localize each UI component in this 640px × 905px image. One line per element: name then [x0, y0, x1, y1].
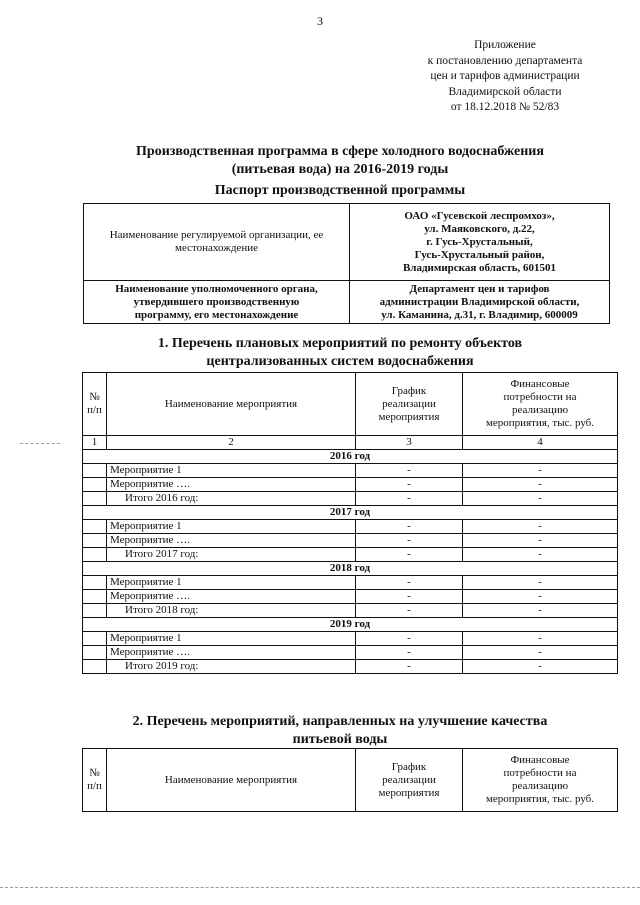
org-value	[350, 204, 610, 281]
table-row	[83, 534, 618, 548]
scan-artifact-line	[20, 443, 60, 444]
row-schedule: -	[356, 576, 463, 590]
header-name: Наименование мероприятия	[107, 373, 356, 436]
header-finance-line: Финансовые	[510, 754, 570, 766]
row-schedule: -	[356, 590, 463, 604]
section2-table	[82, 748, 618, 812]
row-num	[83, 660, 107, 674]
total-row	[83, 492, 618, 506]
authority-label	[84, 281, 350, 324]
authority-label-line: утвердившего производственную	[133, 295, 300, 308]
header-schedule-line: График	[391, 384, 427, 397]
table-row	[83, 646, 618, 660]
column-number-row	[83, 436, 618, 450]
row-total-label: Итого 2017 год:	[107, 548, 356, 562]
header-num	[83, 373, 107, 436]
col-number: 3	[356, 436, 463, 450]
org-value-line: Владимирская область, 601501	[402, 261, 557, 274]
header-schedule	[356, 373, 463, 436]
row-schedule: -	[356, 534, 463, 548]
row-schedule: -	[356, 548, 463, 562]
row-name: Мероприятие ….	[107, 590, 356, 604]
col-number: 4	[463, 436, 618, 450]
page-number: 3	[317, 14, 323, 28]
document-title	[60, 143, 620, 179]
row-num	[83, 464, 107, 478]
header-finance-line: потребности на	[503, 391, 577, 403]
year-label: 2018 год	[83, 562, 618, 576]
authority-value-line: Департамент цен и тарифов	[409, 282, 550, 295]
row-finance: -	[463, 632, 618, 646]
header-finance	[463, 749, 618, 812]
table-row	[83, 576, 618, 590]
row-finance: -	[463, 520, 618, 534]
row-finance: -	[463, 464, 618, 478]
row-name: Мероприятие ….	[107, 478, 356, 492]
passport-table	[83, 203, 610, 324]
authority-label-line: Наименование уполномоченного органа,	[115, 282, 318, 295]
table-row	[83, 464, 618, 478]
row-finance: -	[463, 660, 618, 674]
header-num-line: №	[89, 767, 100, 779]
section1-table	[82, 372, 618, 674]
title-line: (питьевая вода) на 2016-2019 годы	[231, 162, 449, 177]
row-schedule: -	[356, 464, 463, 478]
authority-label-line: программу, его местонахождение	[134, 308, 299, 321]
row-total-label: Итого 2019 год:	[107, 660, 356, 674]
row-schedule: -	[356, 478, 463, 492]
header-num-line: №	[89, 391, 100, 403]
header-schedule	[356, 749, 463, 812]
row-num	[83, 646, 107, 660]
row-name: Мероприятие 1	[107, 520, 356, 534]
row-num	[83, 576, 107, 590]
row-name: Мероприятие 1	[107, 632, 356, 646]
header-finance-line: реализацию	[511, 404, 569, 416]
header-num-line: п/п	[87, 404, 102, 416]
row-finance: -	[463, 576, 618, 590]
header-finance-line: Финансовые	[510, 378, 570, 390]
appendix-block	[400, 38, 610, 116]
row-total-label: Итого 2016 год:	[107, 492, 356, 506]
section1-heading-line: централизованных систем водоснабжения	[206, 354, 474, 369]
row-num	[83, 604, 107, 618]
section1-heading-line: 1. Перечень плановых мероприятий по ремонту объектов	[157, 336, 523, 351]
appendix-date: от 18.12.2018 № 52/83	[450, 101, 560, 113]
row-schedule: -	[356, 646, 463, 660]
authority-value-line: ул. Каманина, д.31, г. Владимир, 600009	[381, 308, 578, 321]
row-finance: -	[463, 478, 618, 492]
row-schedule: -	[356, 492, 463, 506]
header-finance-line: потребности на	[503, 767, 577, 779]
header-schedule-line: мероприятия	[378, 410, 440, 423]
appendix-line: Владимирской области	[448, 85, 562, 98]
authority-value	[350, 281, 610, 324]
year-label: 2019 год	[83, 618, 618, 632]
row-name: Мероприятие ….	[107, 534, 356, 548]
table-row	[83, 520, 618, 534]
row-finance: -	[463, 590, 618, 604]
org-value-line: ул. Маяковского, д.22,	[424, 222, 535, 235]
title-line: Производственная программа в сфере холодного водоснабжения	[136, 144, 544, 159]
col-number: 1	[83, 436, 107, 450]
section1-heading	[60, 335, 620, 371]
header-finance	[463, 373, 618, 436]
row-total-label: Итого 2018 год:	[107, 604, 356, 618]
row-finance: -	[463, 646, 618, 660]
table-header-row	[83, 749, 618, 812]
year-row	[83, 450, 618, 464]
header-schedule-line: реализации	[382, 397, 436, 410]
row-name: Мероприятие 1	[107, 464, 356, 478]
row-num	[83, 590, 107, 604]
row-schedule: -	[356, 660, 463, 674]
row-schedule: -	[356, 520, 463, 534]
row-schedule: -	[356, 604, 463, 618]
total-row	[83, 660, 618, 674]
header-schedule-line: реализации	[382, 773, 436, 786]
appendix-line: к постановлению департамента	[427, 54, 583, 67]
table-row	[83, 632, 618, 646]
year-row	[83, 506, 618, 520]
passport-row-org	[84, 204, 610, 281]
row-finance: -	[463, 492, 618, 506]
authority-value-line: администрации Владимирской области,	[379, 295, 580, 308]
row-num	[83, 548, 107, 562]
appendix-line: цен и тарифов администрации	[430, 70, 580, 82]
section2-heading-line: питьевой воды	[292, 732, 388, 747]
row-finance: -	[463, 604, 618, 618]
org-value-line: Гусь-Хрустальный район,	[414, 248, 545, 261]
org-value-line: г. Гусь-Хрустальный,	[426, 235, 533, 248]
passport-row-authority	[84, 281, 610, 324]
year-label: 2016 год	[83, 450, 618, 464]
row-num	[83, 520, 107, 534]
total-row	[83, 604, 618, 618]
col-number: 2	[107, 436, 356, 450]
passport-title: Паспорт производственной программы	[214, 183, 466, 198]
header-num-line: п/п	[87, 780, 102, 792]
header-schedule-line: График	[391, 760, 427, 773]
header-num	[83, 749, 107, 812]
total-row	[83, 548, 618, 562]
scan-artifact-line	[0, 887, 640, 888]
header-name: Наименование мероприятия	[107, 749, 356, 812]
row-finance: -	[463, 548, 618, 562]
table-row	[83, 478, 618, 492]
row-num	[83, 632, 107, 646]
year-row	[83, 618, 618, 632]
table-row	[83, 590, 618, 604]
row-num	[83, 492, 107, 506]
row-num	[83, 478, 107, 492]
year-label: 2017 год	[83, 506, 618, 520]
row-name: Мероприятие ….	[107, 646, 356, 660]
appendix-line: Приложение	[474, 39, 536, 51]
org-label: Наименование регулируемой организации, ее местонахождение	[84, 204, 350, 281]
year-row	[83, 562, 618, 576]
section2-heading-line: 2. Перечень мероприятий, направленных на улучшение качества	[132, 714, 548, 729]
row-finance: -	[463, 534, 618, 548]
header-finance-line: мероприятия, тыс. руб.	[485, 793, 595, 805]
header-finance-line: мероприятия, тыс. руб.	[485, 417, 595, 429]
org-value-line: ОАО «Гусевской леспромхоз»,	[404, 209, 555, 222]
header-schedule-line: мероприятия	[378, 786, 440, 799]
row-name: Мероприятие 1	[107, 576, 356, 590]
header-finance-line: реализацию	[511, 780, 569, 792]
row-num	[83, 534, 107, 548]
table-header-row	[83, 373, 618, 436]
row-schedule: -	[356, 632, 463, 646]
section2-heading	[60, 713, 620, 749]
